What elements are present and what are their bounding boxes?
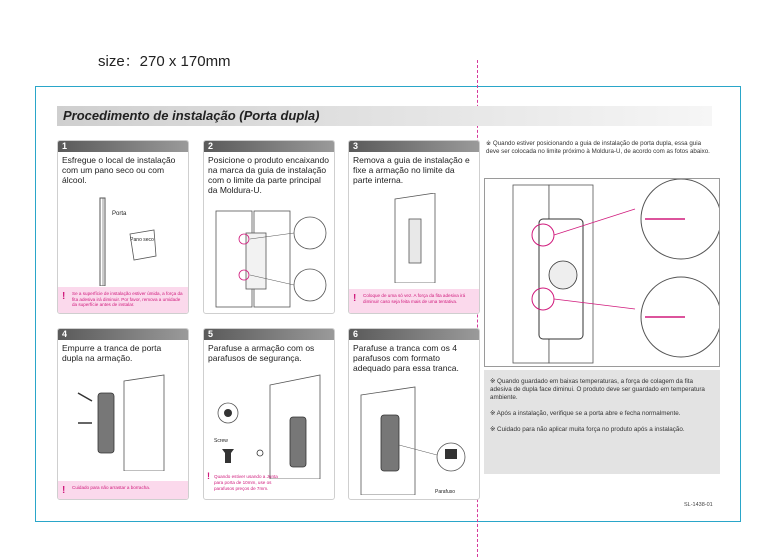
step-text: Posicione o produto encaixando na marca da guia de instalação com o limite da parte principal da Moldura-U. — [208, 155, 329, 195]
warning-box — [58, 481, 188, 499]
step-illustration — [210, 369, 328, 479]
step-illustration — [64, 196, 182, 286]
document-code: SL-1438-01 — [684, 502, 713, 508]
note-top: ※ Quando estiver posicionando a guia de instalação de porta dupla, essa guia deve ser colocada no limite próximo à Moldura-U, de acordo com as fotos abaixo. — [486, 140, 710, 155]
step-number: 2 — [204, 141, 334, 152]
step-number: 4 — [58, 329, 188, 340]
note-item: ※ Após a instalação, verifique se a porta abre e fecha normalmente. — [490, 410, 681, 417]
step-text: Remova a guia de instalação e fixe a armação no limite da parte interna. — [353, 155, 470, 185]
step-number: 6 — [349, 329, 479, 340]
step-illustration — [210, 203, 328, 311]
warning-icon: ! — [207, 471, 210, 481]
step-card-2 — [203, 140, 335, 314]
warning-icon: ! — [62, 291, 66, 302]
step-text: Parafuse a tranca com os 4 parafusos com formato adequado para essa tranca. — [353, 343, 459, 373]
step-number: 5 — [204, 329, 334, 340]
cloth-label: Pano seco — [130, 237, 154, 243]
page-title: Procedimento de instalação (Porta dupla) — [63, 108, 320, 123]
main-illustration — [484, 178, 720, 367]
warning-text: Cuidado para não arrastar a borracha. — [72, 485, 151, 490]
screw-label: Parafuso — [435, 489, 456, 495]
warning-box — [204, 471, 280, 491]
warning-text: Quando estiver usando a Junta para porta de 10mm, use os parafusos preços de 7mm. — [214, 474, 278, 491]
step-card-3 — [348, 140, 480, 314]
door-label: Porta — [112, 211, 127, 217]
step-card-4 — [57, 328, 189, 500]
step-card-6 — [348, 328, 480, 500]
step-text: Esfregue o local de instalação com um pano seco ou com álcool. — [62, 155, 176, 185]
step-illustration — [355, 193, 473, 283]
note-item: ※ Cuidado para não aplicar muita força no produto após a instalação. — [490, 426, 685, 433]
step-illustration — [355, 385, 473, 495]
screw-label: Screw — [214, 438, 228, 444]
notes-box — [484, 370, 720, 474]
size-label: size：270 x 170mm — [98, 53, 231, 70]
warning-box — [58, 287, 188, 313]
note-item: ※ Quando guardado em baixas temperaturas, a força de colagem da fita adesiva de dupla face diminui. O produto deve ser guardado em temperatura ambiente. — [490, 378, 705, 401]
step-card-1 — [57, 140, 189, 314]
warning-box — [349, 289, 479, 313]
warning-text: Coloque de uma só vez. A força da fita adesiva irá diminuir caso seja feita mais de uma tentativa. — [363, 293, 466, 304]
step-number: 3 — [349, 141, 479, 152]
step-text: Empurre a tranca de porta dupla na armação. — [62, 343, 162, 363]
warning-text: Se a superfície de instalação estiver úmida, a força da fita adesiva irá diminuir. Por favor, remova a umidade da superfície antes de instalar. — [72, 291, 183, 308]
step-text: Parafuse a armação com os parafusos de segurança. — [208, 343, 315, 363]
step-card-5 — [203, 328, 335, 500]
step-number: 1 — [58, 141, 188, 152]
step-illustration — [64, 371, 182, 471]
warning-icon: ! — [62, 485, 66, 496]
warning-icon: ! — [353, 293, 357, 304]
